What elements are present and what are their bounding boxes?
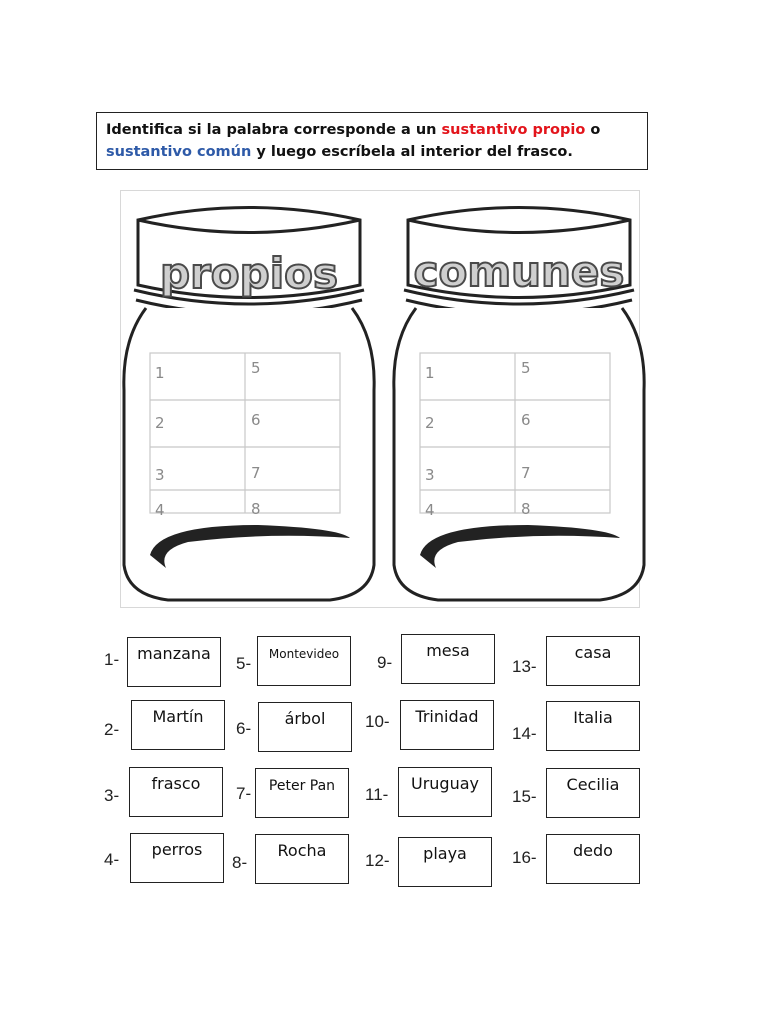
- word-number: 7-: [236, 784, 252, 803]
- word-number: 10-: [365, 712, 390, 731]
- word-number: 3-: [104, 786, 120, 805]
- grid-number: 2: [425, 414, 435, 432]
- grid-number: 6: [521, 411, 531, 429]
- word-number: 11-: [365, 785, 389, 804]
- common-noun-term: sustantivo común: [106, 144, 252, 160]
- word-number: 6-: [236, 719, 252, 738]
- word-card[interactable]: Martín: [131, 700, 225, 750]
- jar-label-comunes: comunes: [413, 247, 625, 296]
- word-number: 9-: [377, 653, 393, 672]
- grid-number: 3: [425, 466, 435, 484]
- word-card[interactable]: Montevideo: [257, 636, 351, 686]
- word-number: 5-: [236, 654, 252, 673]
- word-number: 14-: [512, 724, 537, 743]
- word-card[interactable]: Trinidad: [400, 700, 494, 750]
- grid-number: 3: [155, 466, 165, 484]
- grid-number: 6: [251, 411, 261, 429]
- word-number: 16-: [512, 848, 537, 867]
- word-card[interactable]: perros: [130, 833, 224, 883]
- word-card[interactable]: dedo: [546, 834, 640, 884]
- word-card[interactable]: árbol: [258, 702, 352, 752]
- grid-number: 5: [251, 359, 261, 377]
- grid-number: 4: [425, 501, 435, 519]
- proper-noun-term: sustantivo propio: [441, 122, 586, 138]
- word-card[interactable]: manzana: [127, 637, 221, 687]
- word-card[interactable]: Cecilia: [546, 768, 640, 818]
- word-card[interactable]: Uruguay: [398, 767, 492, 817]
- word-card[interactable]: frasco: [129, 767, 223, 817]
- grid-number: 7: [251, 464, 261, 482]
- instruction-connector: o: [585, 122, 601, 138]
- word-number: 15-: [512, 787, 537, 806]
- word-number: 4-: [104, 850, 120, 869]
- word-card[interactable]: Peter Pan: [255, 768, 349, 818]
- word-card[interactable]: playa: [398, 837, 492, 887]
- word-number: 13-: [512, 657, 537, 676]
- word-card[interactable]: casa: [546, 636, 640, 686]
- grid-number: 4: [155, 501, 165, 519]
- grid-number: 7: [521, 464, 531, 482]
- grid-number: 1: [425, 364, 435, 382]
- word-number: 8-: [232, 853, 248, 872]
- grid-number: 8: [251, 500, 261, 518]
- word-number: 12-: [365, 851, 390, 870]
- grid-number: 2: [155, 414, 165, 432]
- jar-propios: [118, 190, 380, 608]
- grid-number: 5: [521, 359, 531, 377]
- grid-number: 8: [521, 500, 531, 518]
- instruction-text-end: y luego escríbela al interior del frasco.: [251, 144, 573, 160]
- instruction-text-start: Identifica si la palabra corresponde a un: [106, 122, 442, 138]
- word-number: 1-: [104, 650, 120, 669]
- jar-label-propios: propios: [160, 249, 338, 298]
- jar-comunes: [388, 190, 650, 608]
- word-number: 2-: [104, 720, 120, 739]
- instruction-box: [96, 112, 648, 170]
- word-card[interactable]: Italia: [546, 701, 640, 751]
- grid-number: 1: [155, 364, 165, 382]
- word-card[interactable]: Rocha: [255, 834, 349, 884]
- word-card[interactable]: mesa: [401, 634, 495, 684]
